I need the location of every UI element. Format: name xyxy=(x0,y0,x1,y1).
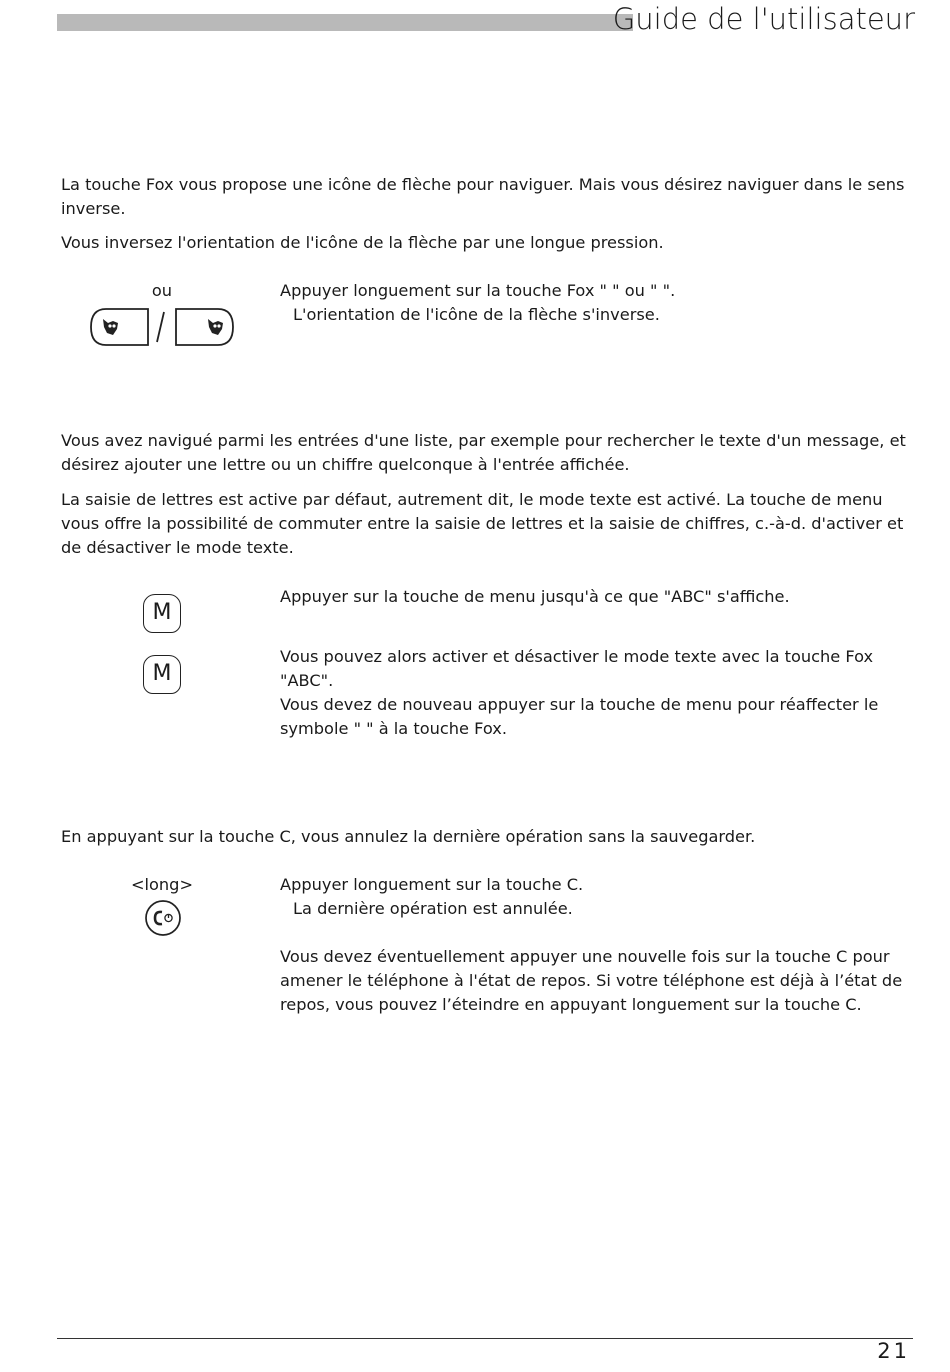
section1-instruction: Vous inversez l'orientation de l'icône de la flèche par une longue pression. xyxy=(61,233,664,252)
footer-rule xyxy=(57,1338,913,1339)
section2-intro: Vous avez navigué parmi les entrées d'une liste, par exemple pour rechercher le texte d'un message, et désirez ajouter une lettre ou un chiffre quelconque à l'entrée affichée. xyxy=(61,431,906,474)
section2-step2-line1: Vous pouvez alors activer et désactiver le mode texte avec la touche Fox "ABC". xyxy=(280,647,874,690)
fox-key-left-icon xyxy=(91,309,148,345)
c-key-icon xyxy=(144,899,182,937)
or-label: ou xyxy=(151,281,173,300)
menu-key-icon: M xyxy=(143,594,181,633)
menu-key-icon-2: M xyxy=(143,655,181,694)
section1-step-line2: L'orientation de l'icône de la flèche s'inverse. xyxy=(293,305,660,324)
fox-key-right-icon xyxy=(176,309,233,345)
section3-intro: En appuyant sur la touche C, vous annulez la dernière opération sans la sauvegarder. xyxy=(61,827,756,846)
section3-step-line1: Appuyer longuement sur la touche C. xyxy=(280,875,584,894)
section1-step-line1: Appuyer longuement sur la touche Fox " " ou " ". xyxy=(280,281,676,300)
page-title: Guide de l'utilisateur xyxy=(612,2,915,36)
separator-slash xyxy=(157,312,164,342)
section3-note: Vous devez éventuellement appuyer une nouvelle fois sur la touche C pour amener le téléphone à l'état de repos. Si votre téléphone est déjà à l’état de repos, vous pouvez l’éteindre en appuyant longuement sur la touche C. xyxy=(280,947,903,1014)
section1-intro: La touche Fox vous propose une icône de flèche pour naviguer. Mais vous désirez naviguer dans le sens inverse. xyxy=(61,175,905,218)
section2-step2-line2: Vous devez de nouveau appuyer sur la touche de menu pour réaffecter le symbole " " à la touche Fox. xyxy=(280,695,879,738)
section2-step2 xyxy=(280,645,910,741)
section1-step xyxy=(280,279,910,327)
long-press-label: <long> xyxy=(130,875,194,894)
section3-step-line2: La dernière opération est annulée. xyxy=(293,899,573,918)
section2-explanation: La saisie de lettres est active par défaut, autrement dit, le mode texte est activé. La touche de menu vous offre la possibilité de commuter entre la saisie de lettres et la saisie de chiffres, c.-à-d. d'activer et de désactiver le mode texte. xyxy=(61,490,904,557)
header-bar xyxy=(57,14,633,31)
page-number: 21 xyxy=(877,1339,910,1363)
fox-keys-icon xyxy=(88,306,238,348)
section2-step1: Appuyer sur la touche de menu jusqu'à ce que "ABC" s'affiche. xyxy=(280,587,790,606)
section3-step xyxy=(280,873,910,921)
